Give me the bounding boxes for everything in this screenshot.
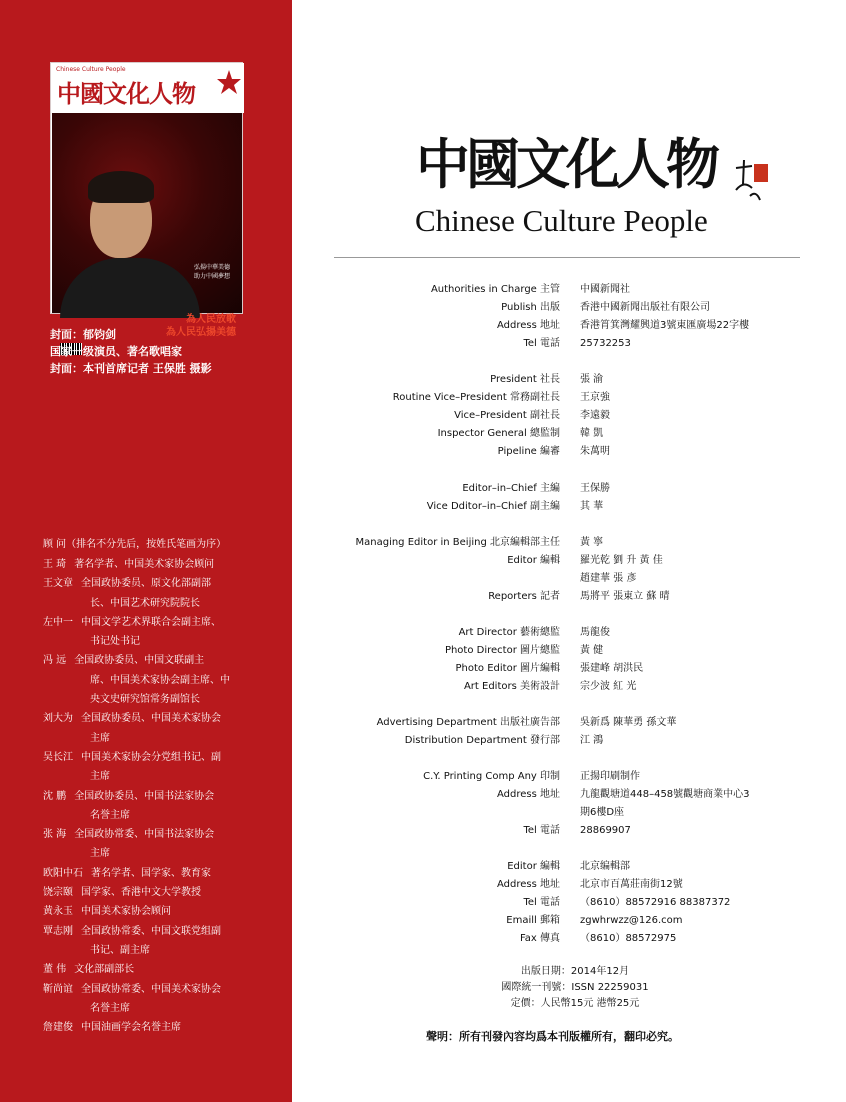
- masthead-label: Tel 電話: [523, 825, 560, 836]
- cover-headline: 為人民弘揚美德: [166, 327, 236, 338]
- advisor-role-continued: 名誉主席: [90, 809, 130, 821]
- cover-headline: 為人民放歌: [186, 314, 236, 325]
- star-icon: [216, 69, 242, 95]
- masthead-value: 江 鴻: [580, 735, 604, 746]
- advisor-name: 黄永玉: [43, 906, 73, 918]
- masthead-label: Address 地址: [496, 879, 560, 890]
- masthead-label: Photo Editor 圖片編輯: [455, 663, 560, 674]
- advisor-role: 著名学者、中国美术家协会顾问: [74, 559, 215, 570]
- masthead-value: （8610）88572975: [580, 933, 677, 944]
- masthead-label: Address 地址: [496, 789, 560, 800]
- cover-image: [50, 62, 243, 338]
- masthead-label: Editor 編輯: [507, 555, 560, 566]
- masthead-value: 宗少波 紅 光: [580, 681, 637, 692]
- signature-icon: [730, 150, 770, 210]
- masthead-value: 正揚印刷制作: [580, 771, 640, 782]
- masthead-label: [0, 570, 560, 588]
- advisor-role-continued: 主席: [90, 848, 110, 860]
- advisor-role-continued: 主席: [90, 732, 110, 744]
- issn: 國際統一刊號：ISSN 22259031: [501, 982, 649, 993]
- cover-headline: 弘揚中華美德: [193, 264, 230, 271]
- masthead-value: 黃 寧: [580, 537, 604, 548]
- advisor-name: 靳尚谊: [43, 983, 73, 995]
- masthead-value: 張 渝: [580, 374, 604, 385]
- masthead-value: 香港中國新聞出版社有限公司: [580, 302, 710, 313]
- masthead-value: 期6樓D座: [580, 807, 625, 818]
- publication-info: [470, 964, 680, 1012]
- masthead-value: 韓 凱: [580, 428, 604, 439]
- advisor-role-continued: 央文史研究馆常务副馆长: [90, 694, 200, 706]
- masthead-value: 吳新爲 陳華勇 孫文華: [580, 717, 677, 728]
- masthead-value: 中國新聞社: [580, 284, 630, 295]
- masthead-value: （8610）88572916 88387372: [580, 897, 731, 908]
- masthead-label: Managing Editor in Beijing 北京編輯部主任: [355, 537, 560, 548]
- advisor-role: 文化部副部长: [74, 964, 135, 976]
- advisor-role-continued: 席、中国美术家协会副主席、中: [90, 674, 230, 686]
- masthead-label: Publish 出版: [501, 302, 560, 313]
- masthead-value: 黃 健: [580, 645, 604, 656]
- advisor-role: 全国政协委员、原文化部副部: [81, 578, 211, 590]
- masthead-value: 朱萬明: [580, 446, 610, 457]
- masthead-value: 其 華: [580, 501, 604, 512]
- advisor-name: 詹建俊: [43, 1022, 73, 1034]
- masthead-label: Routine Vice–President 常務副社長: [392, 392, 560, 403]
- masthead-value: 北京编輯部: [580, 861, 630, 872]
- masthead-value: 王保勝: [580, 483, 610, 494]
- cover-en-title: Chinese Culture People: [56, 66, 126, 73]
- advisor-row: [43, 1018, 283, 1037]
- advisor-role: 著名学者、国学家、教育家: [91, 867, 211, 879]
- masthead-label: Art Director 藝術總監: [458, 627, 560, 638]
- masthead-label: Vice–President 副社長: [454, 410, 560, 421]
- advisor-name: 吴长江: [43, 751, 73, 763]
- masthead-value: 馬龍俊: [580, 627, 610, 638]
- advisor-name: 左中一: [43, 616, 73, 628]
- masthead-label: Emaill 郵箱: [506, 915, 560, 926]
- cover-caption: 封面：郁钧剑 国家一级演员、著名歌唱家 封面：本刊首席记者 王保胜 摄影: [50, 328, 212, 375]
- cover-cn-title: 中國文化人物: [57, 79, 195, 108]
- masthead-label: Address 地址: [496, 320, 560, 331]
- advisor-role-continued: 书记、副主席: [90, 944, 150, 956]
- masthead-label: [0, 804, 560, 822]
- price: 定價：人民幣15元 港幣25元: [510, 998, 640, 1009]
- masthead-value: 趙建華 張 彥: [580, 573, 637, 584]
- masthead-value: 馬將平 張東立 蘇 晴: [580, 591, 670, 602]
- advisor-name: 沈 鹏: [43, 790, 67, 802]
- masthead-label: Photo Director 圖片總監: [444, 645, 560, 656]
- logo-cn: 中國文化人物: [416, 132, 716, 196]
- masthead-label: Advertising Department 出版社廣告部: [376, 717, 560, 728]
- advisor-role-continued: 名誉主席: [90, 1002, 130, 1014]
- advisor-name: 董 伟: [43, 964, 67, 976]
- advisor-role: 中国美术家协会分党组书记、副: [81, 751, 221, 763]
- masthead-label: Pipeline 編審: [497, 446, 560, 457]
- advisor-role: 全国政协委员、中国书法家协会: [74, 790, 215, 802]
- advisor-name: 王 琦: [43, 559, 67, 570]
- masthead-label: Art Editors 美術設計: [463, 681, 560, 692]
- masthead-value: 李遠毅: [580, 410, 610, 421]
- masthead-label: C.Y. Printing Comp Any 印制: [423, 771, 560, 782]
- masthead-value: 北京市百萬莊南街12號: [580, 879, 683, 890]
- advisor-role: 中国油画学会名誉主席: [81, 1022, 181, 1034]
- masthead-label: Tel 電話: [523, 338, 560, 349]
- advisor-name: 覃志刚: [43, 925, 73, 937]
- masthead-label: Inspector General 總監制: [437, 428, 560, 439]
- copyright-declaration: 聲明：所有刊發內容均爲本刊版權所有，翻印必究。: [426, 1030, 679, 1043]
- advisor-row: [43, 980, 283, 999]
- advisor-role: 全国政协委员、中国美术家协会: [81, 713, 221, 725]
- masthead-value: 王京強: [580, 392, 610, 403]
- masthead-label: Distribution Department 發行部: [404, 735, 560, 746]
- advisor-role: 全国政协委员、中国文联副主: [74, 655, 205, 667]
- masthead-label: Editor 編輯: [507, 861, 560, 872]
- advisor-name: 饶宗颐: [43, 887, 73, 899]
- advisor-name: 王文章: [43, 578, 73, 590]
- advisor-role: 全国政协常委、中国美术家协会: [81, 983, 221, 995]
- advisor-role-continued: 书记处书记: [90, 636, 140, 648]
- advisor-name: 欧阳中石: [43, 867, 83, 879]
- masthead-value: 28869907: [580, 825, 631, 836]
- masthead-label: Vice Dditor–in–Chief 副主編: [426, 501, 560, 512]
- masthead-value[interactable]: zgwhrwzz@126.com: [580, 915, 683, 926]
- publish-date: 出版日期：2014年12月: [520, 966, 630, 977]
- masthead-value: 張建峰 胡洪民: [580, 663, 644, 674]
- advisor-role-continued: 主席: [90, 771, 110, 783]
- masthead-value: 九龍觀塘道448–458號觀塘商業中心3: [580, 789, 750, 800]
- advisors-heading: 顾 问（排名不分先后，按姓氏笔画为序）: [43, 539, 227, 550]
- masthead-value: 香港筲箕灣耀興道3號東匯廣場22字樓: [580, 320, 750, 331]
- advisor-name: 冯 远: [43, 655, 67, 667]
- advisor-role: 中国文学艺术界联合会副主席、: [81, 616, 221, 628]
- advisor-name: 刘大为: [43, 713, 73, 725]
- masthead-label: Authorities in Charge 主管: [430, 284, 560, 295]
- advisor-name: 张 海: [43, 829, 67, 841]
- masthead-value: 羅光乾 劉 升 黃 佳: [580, 555, 663, 566]
- advisor-role: 中国美术家协会顾问: [81, 906, 171, 918]
- logo-en: Chinese Culture People: [415, 203, 708, 238]
- masthead-label: Reporters 記者: [488, 591, 560, 602]
- advisor-row: [43, 748, 283, 767]
- masthead-label: Fax 傳真: [519, 933, 560, 944]
- cover-headline: 助力中國夢想: [193, 273, 230, 280]
- masthead-label: Tel 電話: [523, 897, 560, 908]
- advisor-role: 全国政协常委、中国书法家协会: [74, 829, 215, 841]
- advisor-role: 全国政协常委、中国文联党组副: [81, 925, 221, 937]
- masthead-label: Editor–in–Chief 主編: [462, 483, 560, 494]
- masthead-label: President 社長: [490, 374, 560, 385]
- divider: [334, 257, 800, 258]
- advisor-row: [43, 960, 283, 979]
- masthead-value: 25732253: [580, 338, 631, 349]
- advisor-role-continued: 长、中国艺术研究院院长: [90, 597, 200, 609]
- advisor-role: 国学家、香港中文大学教授: [81, 887, 201, 899]
